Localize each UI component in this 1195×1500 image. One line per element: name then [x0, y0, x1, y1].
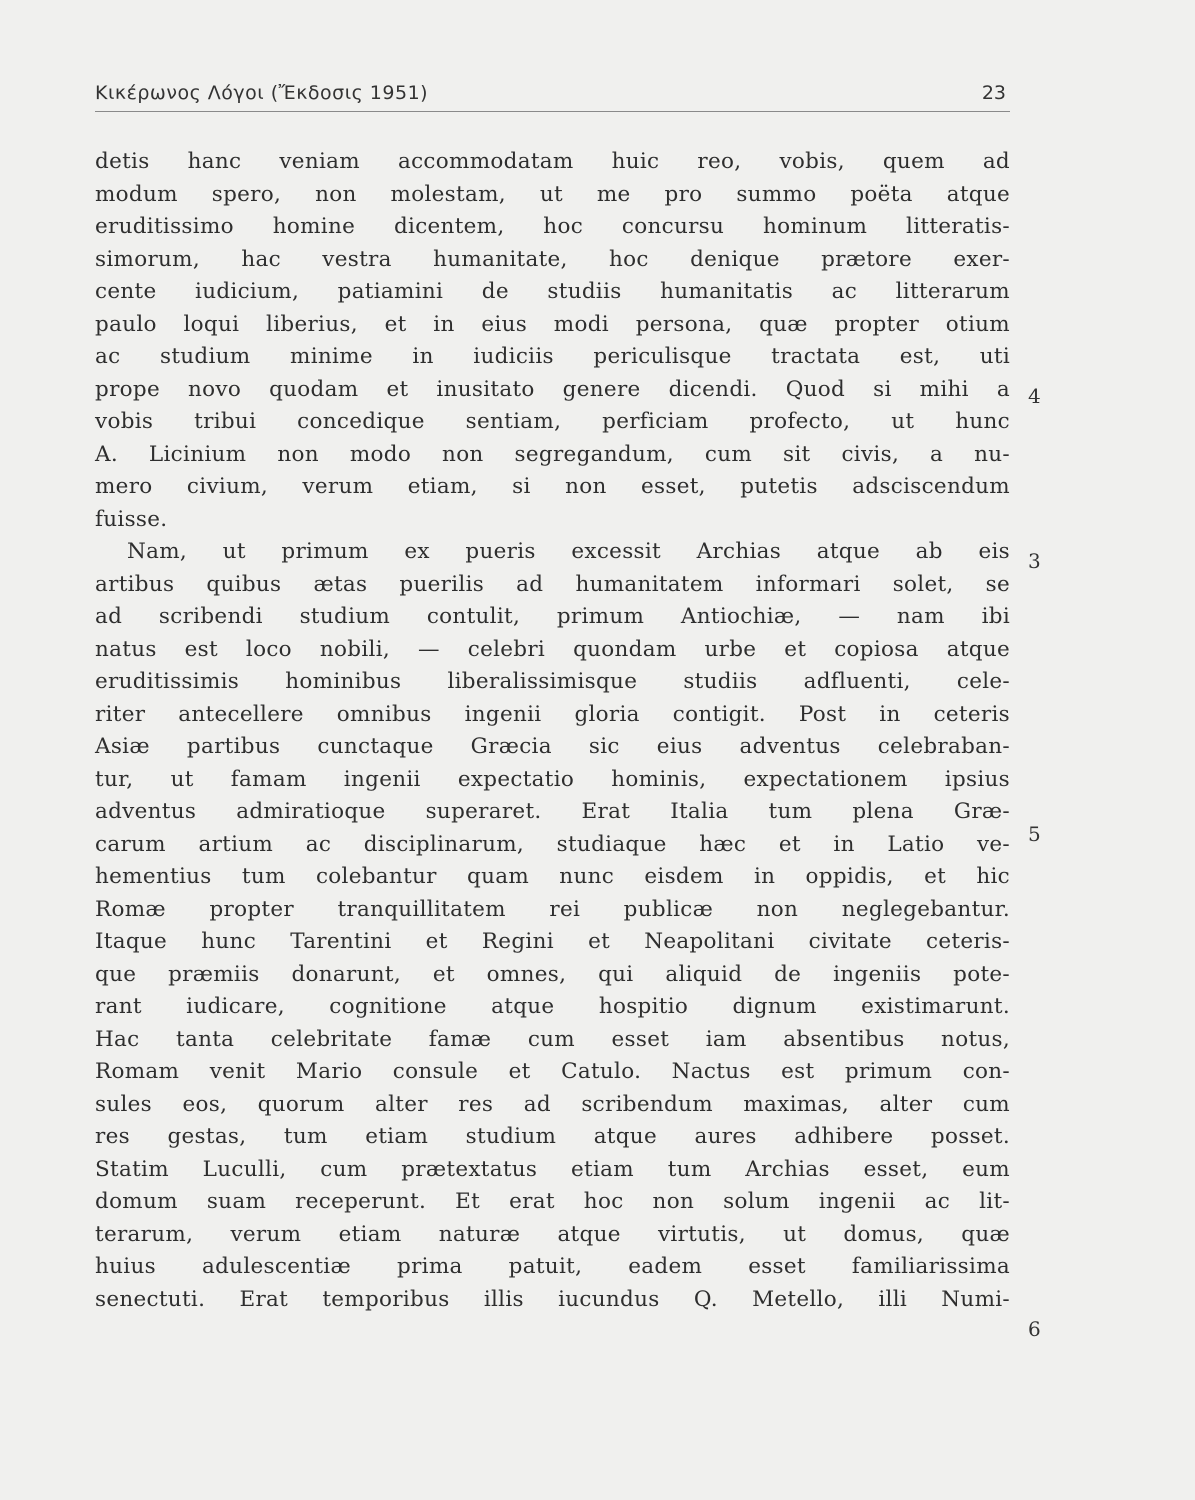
text-line: senectuti. Erat temporibus illis iucundus Q. Metello, illi Numi-	[95, 1286, 1010, 1312]
text-line: fuisse.	[95, 506, 168, 532]
text-line: eruditissimis hominibus liberalissimisque studiis adfluenti, cele-	[95, 669, 1010, 694]
text-line: ad scribendi studium contulit, primum Antiochiæ, — nam ibi	[95, 604, 1010, 629]
page-number: 23	[981, 82, 1006, 104]
paragraph-start-line: Nam, ut primum ex pueris excessit Archias atque ab eis	[127, 539, 1010, 564]
text-line: detis hanc veniam accommodatam huic reo, vobis, quem ad	[95, 149, 1010, 174]
text-line: prope novo quodam et inusitato genere dicendi. Quod si mihi a	[95, 376, 1010, 402]
text-line: adventus admiratioque superaret. Erat Italia tum plena Græ-	[95, 799, 1010, 824]
text-line: terarum, verum etiam naturæ atque virtutis, ut domus, quæ	[95, 1221, 1010, 1247]
text-line: paulo loqui liberius, et in eius modi persona, quæ propter otium	[95, 311, 1010, 337]
text-line: ac studium minime in iudiciis periculisque tractata est, uti	[95, 344, 1010, 369]
text-line: cente iudicium, patiamini de studiis humanitatis ac litterarum	[95, 279, 1010, 304]
header-title: Κικέρωνος Λόγοι (Ἔκδοσις 1951)	[95, 82, 429, 104]
text-line: A. Licinium non modo non segregandum, cum sit civis, a nu-	[95, 441, 1010, 467]
text-line: natus est loco nobili, — celebri quondam urbe et copiosa atque	[95, 636, 1010, 662]
margin-section-number: 6	[1028, 1317, 1041, 1341]
margin-section-number: 4	[1028, 384, 1041, 408]
text-line: Asiæ partibus cunctaque Græcia sic eius adventus celebraban-	[95, 734, 1010, 759]
text-line: rant iudicare, cognitione atque hospitio dignum existimarunt.	[95, 994, 1010, 1019]
text-line: riter antecellere omnibus ingenii gloria contigit. Post in ceteris	[95, 701, 1010, 727]
running-header	[95, 78, 1010, 112]
text-line: tur, ut famam ingenii expectatio hominis, expectationem ipsius	[95, 766, 1010, 792]
text-line: modum spero, non molestam, ut me pro summo poëta atque	[95, 181, 1010, 207]
text-line: hementius tum colebantur quam nunc eisdem in oppidis, et hic	[95, 864, 1010, 889]
text-line: res gestas, tum etiam studium atque aures adhibere posset.	[95, 1124, 1010, 1149]
text-line: Itaque hunc Tarentini et Regini et Neapolitani civitate ceteris-	[95, 929, 1010, 954]
text-line: Hac tanta celebritate famæ cum esset iam absentibus notus,	[95, 1026, 1010, 1052]
text-line: mero civium, verum etiam, si non esset, putetis adsciscendum	[95, 474, 1010, 499]
text-line: Romam venit Mario consule et Catulo. Nactus est primum con-	[95, 1059, 1010, 1084]
text-line: simorum, hac vestra humanitate, hoc denique prætore exer-	[95, 246, 1010, 272]
text-line: Statim Luculli, cum prætextatus etiam tum Archias esset, eum	[95, 1156, 1010, 1182]
text-line: carum artium ac disciplinarum, studiaque hæc et in Latio ve-	[95, 831, 1010, 857]
text-line: que præmiis donarunt, et omnes, qui aliquid de ingeniis pote-	[95, 961, 1010, 987]
text-line: eruditissimo homine dicentem, hoc concursu hominum litteratis-	[95, 214, 1010, 239]
margin-section-number: 3	[1028, 549, 1041, 573]
text-line: Romæ propter tranquillitatem rei publicæ non neglegebantur.	[95, 896, 1010, 922]
text-line: domum suam receperunt. Et erat hoc non solum ingenii ac lit-	[95, 1189, 1010, 1214]
text-line: huius adulescentiæ prima patuit, eadem esset familiarissima	[95, 1254, 1010, 1279]
text-line: vobis tribui concedique sentiam, perficiam profecto, ut hunc	[95, 409, 1010, 434]
body-text	[95, 146, 1010, 1316]
margin-section-number: 5	[1028, 822, 1041, 846]
text-line: sules eos, quorum alter res ad scribendum maximas, alter cum	[95, 1091, 1010, 1117]
text-line: artibus quibus ætas puerilis ad humanitatem informari solet, se	[95, 571, 1010, 597]
